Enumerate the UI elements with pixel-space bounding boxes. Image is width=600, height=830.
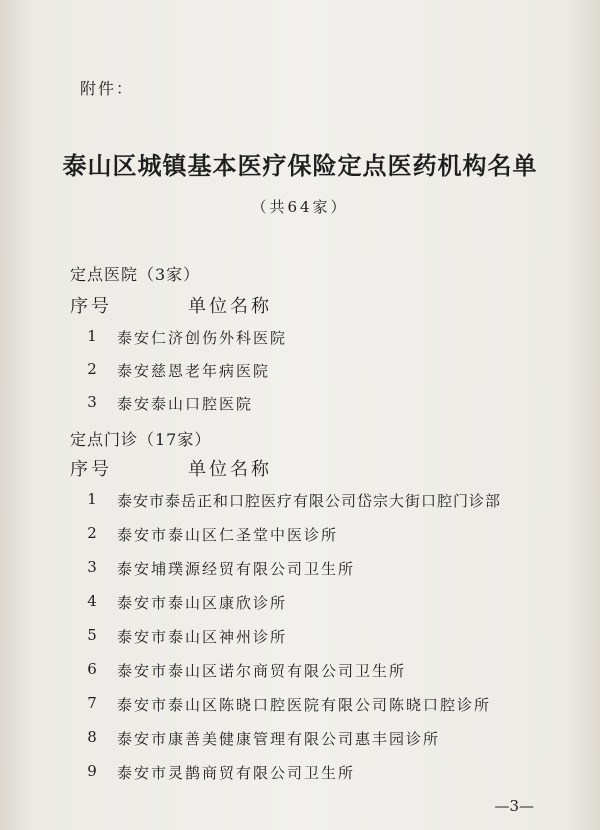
row-number: 3 [87,558,97,576]
row-number: 8 [87,728,97,746]
row-name: 泰安市泰山区诺尔商贸有限公司卫生所 [117,662,407,680]
section-title-clinics: 定点门诊（17家） [70,430,212,449]
row-number: 7 [87,694,97,712]
table-row [0,762,600,786]
row-name: 泰安市泰山区康欣诊所 [117,594,288,612]
table-row [0,558,600,582]
document-subtitle: （共64家） [251,198,349,216]
row-name: 泰安泰山口腔医院 [117,395,254,413]
page-number: —3— [494,797,534,815]
attachment-label: 附件： [80,79,135,98]
column-header-name: 单位名称 [188,296,272,317]
table-row [0,626,600,650]
table-row [0,360,600,384]
column-header-name: 单位名称 [188,459,272,480]
row-number: 2 [87,524,97,542]
table-row [0,694,600,718]
row-name: 泰安市康善美健康管理有限公司惠丰园诊所 [117,730,441,748]
row-name: 泰安市灵鹊商贸有限公司卫生所 [117,764,356,782]
row-name: 泰安市泰山区神州诊所 [117,628,288,646]
table-row [0,393,600,417]
row-number: 5 [87,626,97,644]
table-row [0,660,600,684]
table-row [0,490,600,514]
row-name: 泰安仁济创伤外科医院 [117,329,288,347]
row-number: 2 [87,360,97,378]
row-name: 泰安埔璞源经贸有限公司卫生所 [117,560,356,578]
row-name: 泰安市泰山区仁圣堂中医诊所 [117,526,339,544]
column-header-number: 序号 [70,296,112,317]
row-name: 泰安市泰岳正和口腔医疗有限公司岱宗大街口腔门诊部 [117,492,502,510]
column-header-number: 序号 [70,459,112,480]
row-number: 6 [87,660,97,678]
row-name: 泰安慈恩老年病医院 [117,362,271,380]
row-name: 泰安市泰山区陈晓口腔医院有限公司陈晓口腔诊所 [117,696,492,714]
row-number: 3 [87,393,97,411]
document-title: 泰山区城镇基本医疗保险定点医药机构名单 [62,151,538,180]
table-row [0,524,600,548]
table-row [0,592,600,616]
table-row [0,327,600,351]
row-number: 1 [87,327,97,345]
table-row [0,728,600,752]
row-number: 4 [87,592,97,610]
section-title-hospitals: 定点医院（3家） [70,265,201,284]
row-number: 9 [87,762,97,780]
row-number: 1 [87,490,97,508]
